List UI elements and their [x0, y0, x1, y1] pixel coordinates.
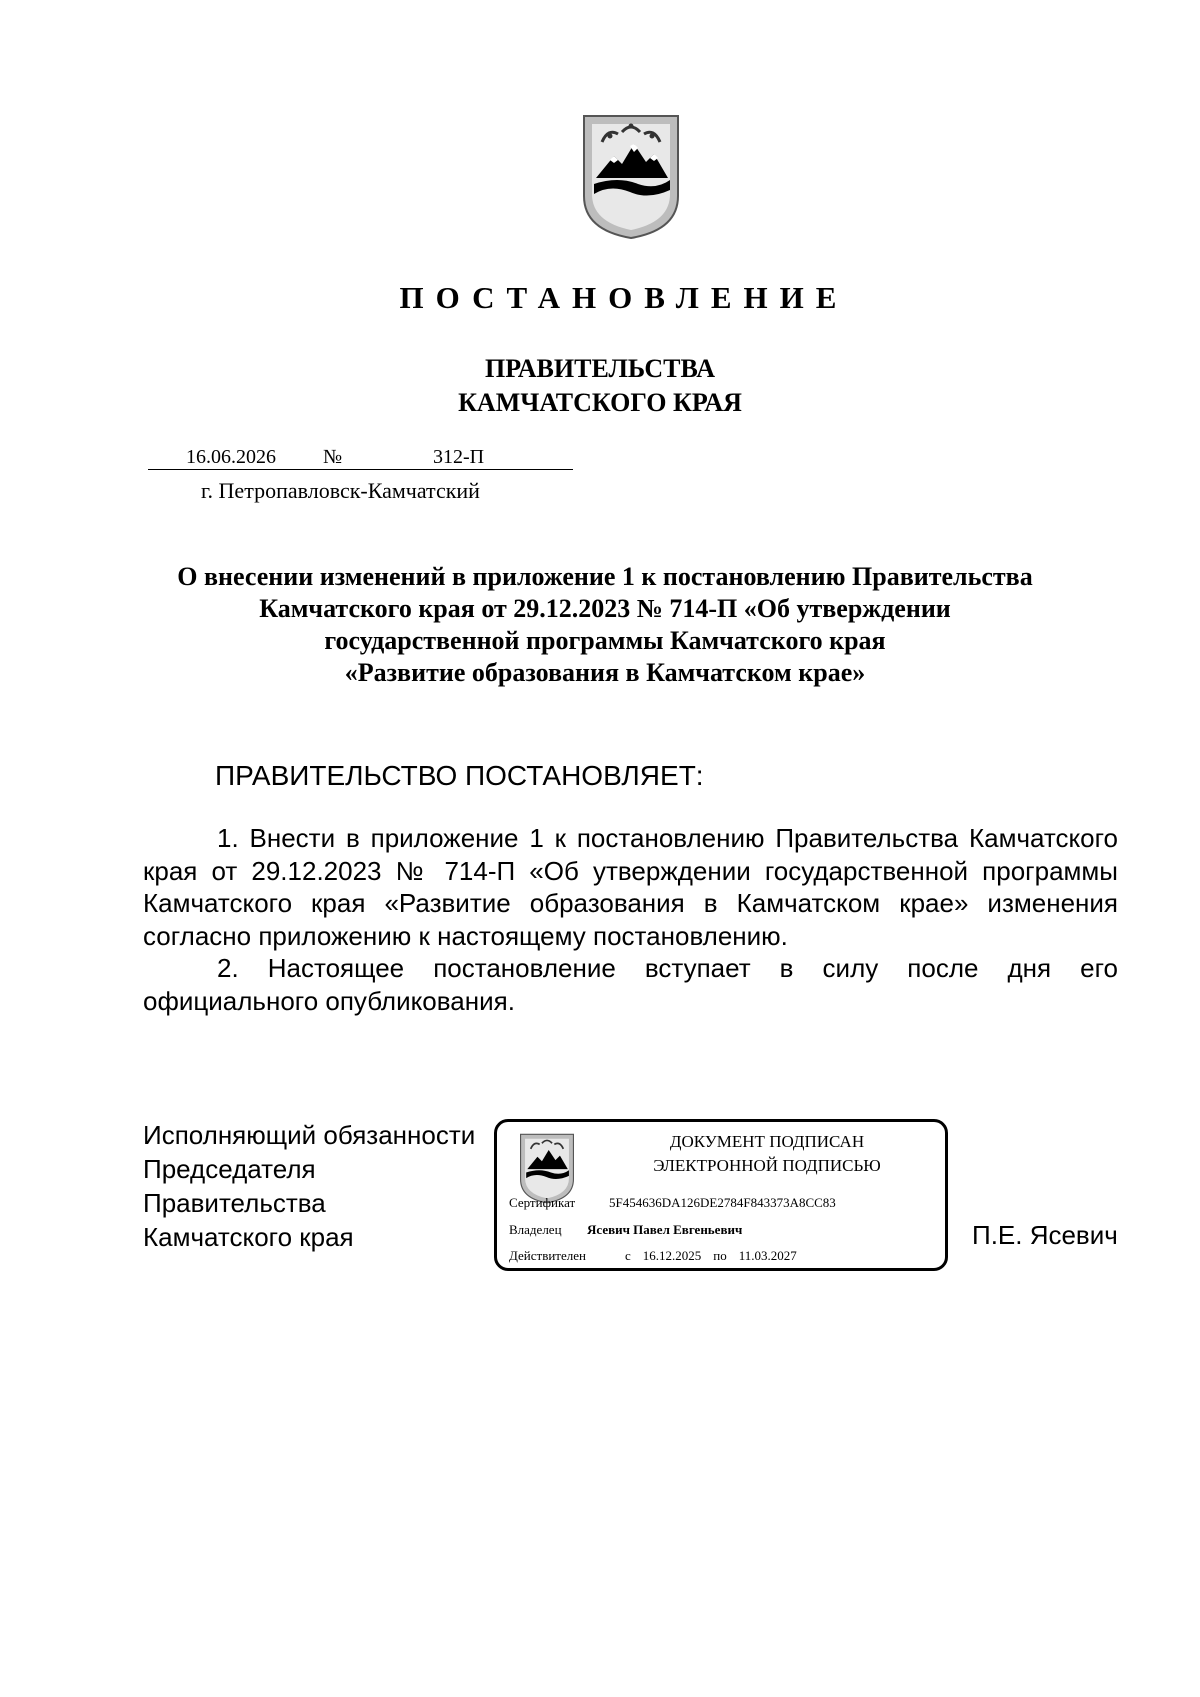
- subject-line: Камчатского края от 29.12.2023 № 714-П «Об утверждении: [259, 594, 951, 623]
- subject-line: О внесении изменений в приложение 1 к постановлению Правительства: [177, 562, 1033, 591]
- stamp-coat-of-arms-icon: [515, 1132, 579, 1204]
- document-type-heading: ПОСТАНОВЛЕНИЕ: [399, 280, 849, 315]
- document-body: [143, 822, 1118, 1017]
- kamchatka-coat-of-arms-icon: [578, 112, 684, 240]
- owner-label: Владелец: [509, 1222, 562, 1237]
- valid-to-prefix: по: [713, 1248, 727, 1263]
- signer-position-line: Исполняющий обязанности: [143, 1120, 476, 1150]
- document-meta-row: [148, 447, 573, 470]
- valid-to: 11.03.2027: [738, 1248, 797, 1263]
- electronic-signature-stamp: [494, 1119, 948, 1271]
- issuer-line: КАМЧАТСКОГО КРАЯ: [458, 388, 742, 417]
- signer-position-line: Председателя: [143, 1154, 316, 1184]
- stamp-validity-row: [509, 1248, 797, 1264]
- subject-line: государственной программы Камчатского края: [324, 626, 886, 655]
- valid-label: Действителен: [509, 1248, 586, 1263]
- document-number: 312-П: [433, 446, 485, 468]
- valid-from-prefix: с: [625, 1248, 631, 1263]
- certificate-value: 5F454636DA126DE2784F843373A8CC83: [609, 1195, 836, 1210]
- document-date: 16.06.2026: [186, 446, 276, 468]
- signer-position: [143, 1118, 475, 1254]
- document-subject: [130, 561, 1080, 689]
- signer-name: П.Е. Ясевич: [972, 1220, 1118, 1250]
- clause-1: 1. Внести в приложение 1 к постановлению Правительства Камчатского края от 29.12.2023 № 714-П «Об утверждении государственной программы Камчатского края «Развитие образования в Камчатском крае» изменения согласно приложению к настоящему постановлению.: [143, 823, 1118, 951]
- issuer-heading: [0, 352, 1200, 420]
- stamp-owner-row: [509, 1222, 742, 1238]
- stamp-title-line: ДОКУМЕНТ ПОДПИСАН: [669, 1132, 865, 1151]
- stamp-title: [617, 1130, 917, 1178]
- owner-value: Ясевич Павел Евгеньевич: [587, 1222, 743, 1237]
- issuer-line: ПРАВИТЕЛЬСТВА: [485, 354, 715, 383]
- stamp-title-line: ЭЛЕКТРОННОЙ ПОДПИСЬЮ: [653, 1156, 881, 1175]
- preamble: ПРАВИТЕЛЬСТВО ПОСТАНОВЛЯЕТ:: [215, 760, 704, 791]
- signer-position-line: Камчатского края: [143, 1222, 354, 1252]
- clause-2: 2. Настоящее постановление вступает в силу после дня его официального опубликования.: [143, 953, 1118, 1016]
- document-city: г. Петропавловск-Камчатский: [201, 478, 480, 503]
- certificate-label: Сертификат: [509, 1195, 576, 1210]
- valid-from: 16.12.2025: [642, 1248, 702, 1263]
- document-number-label: №: [323, 446, 343, 468]
- stamp-certificate-row: [509, 1195, 836, 1211]
- signer-position-line: Правительства: [143, 1188, 326, 1218]
- subject-line: «Развитие образования в Камчатском крае»: [344, 658, 866, 687]
